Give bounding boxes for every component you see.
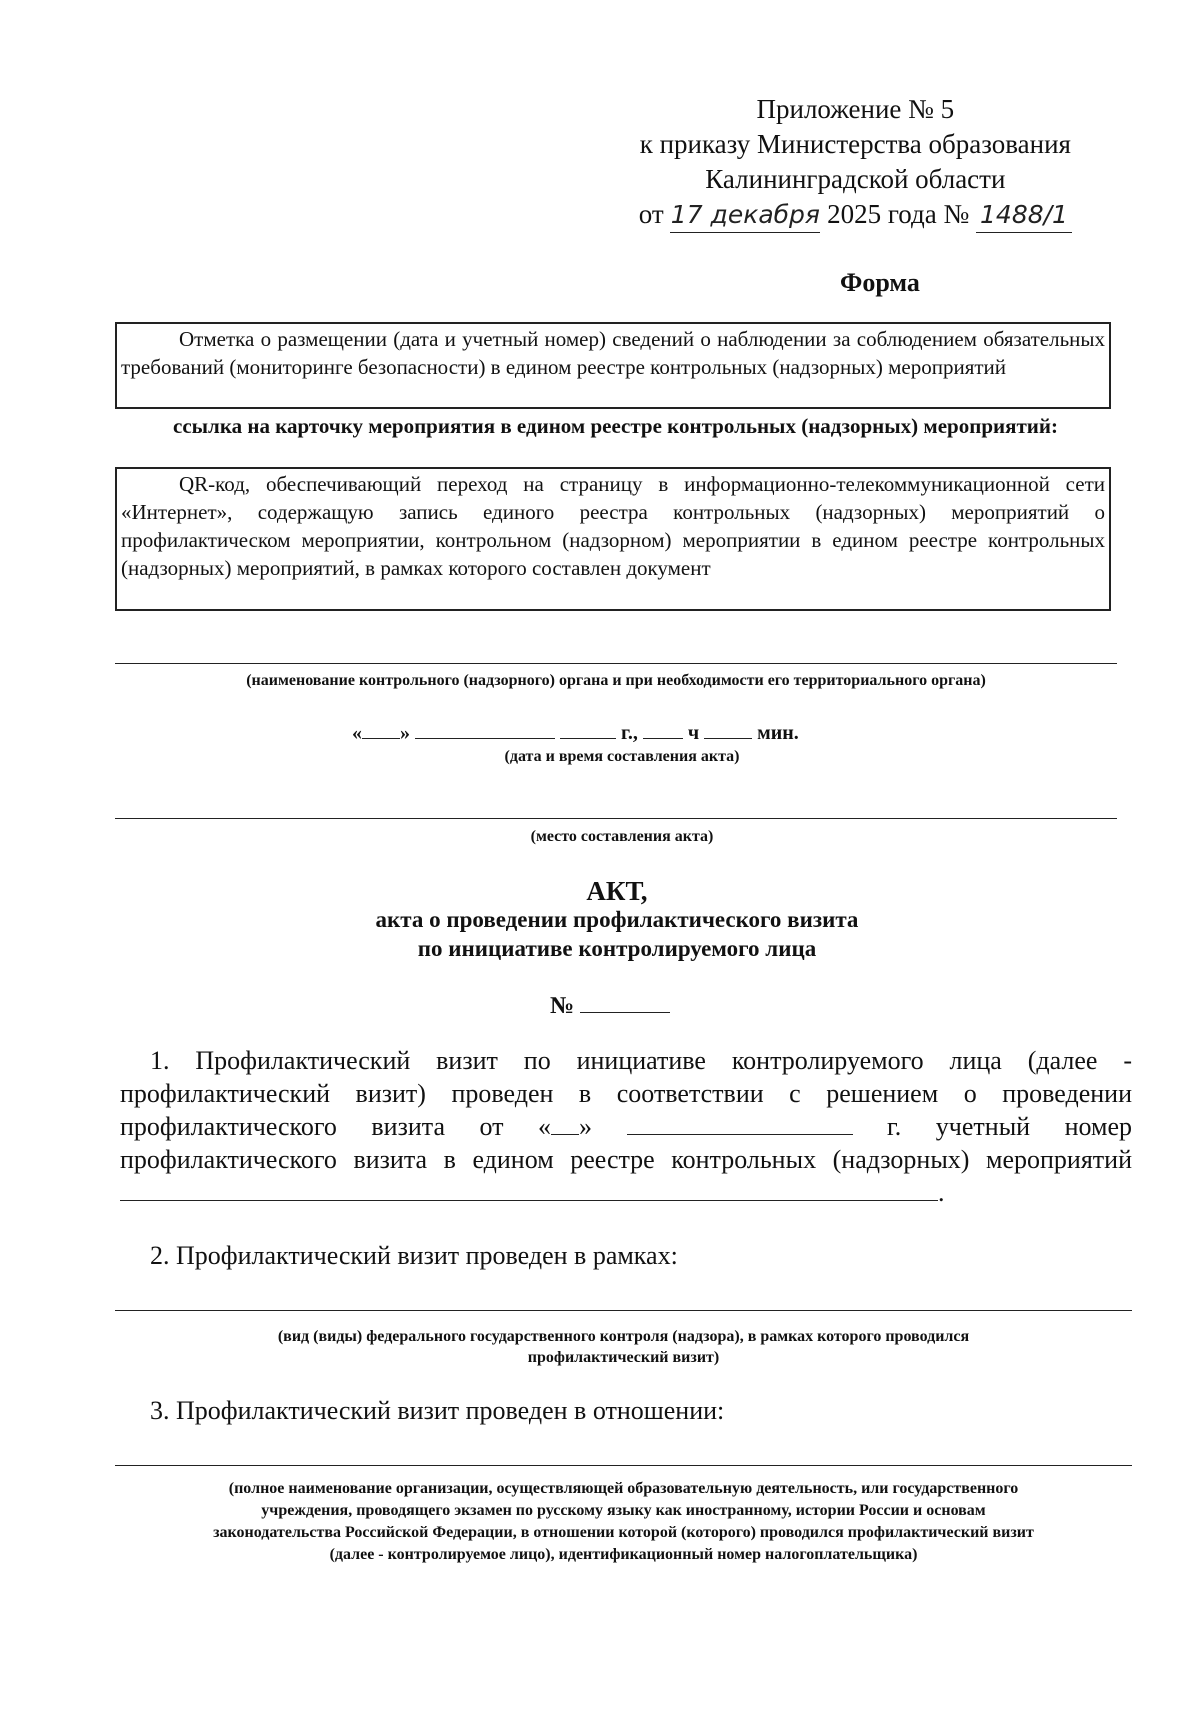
qr-code-box [115,467,1111,611]
day-field[interactable] [362,718,400,739]
act-number-field[interactable] [580,992,670,1013]
section-1: 1. Профилактический визит по инициативе контролируемого лица (далее - профилактический визит) проведен в соответствии с решением о проведении профилактического визита от « » г. учетный номер профилактического визита в едином реестре контрольных (надзорных) мероприятий . [120,1046,1132,1207]
section-2 [120,1239,1132,1272]
organization-line [115,1465,1132,1466]
handwritten-order-number: 1488/1 [976,197,1072,233]
control-type-line [115,1310,1132,1311]
datetime-caption: (дата и время составления акта) [504,748,740,765]
month-field[interactable] [415,718,555,739]
section-3 [120,1394,1132,1427]
place-caption: (место составления акта) [530,828,714,845]
place-line [115,818,1117,819]
date-year: 2025 года № [827,199,970,229]
decision-date-field[interactable] [627,1110,853,1135]
number-sign: № [550,993,575,1019]
section-2-text: 2. Профилактический визит проведен в рамках: [150,1241,678,1270]
control-type-caption: (вид (виды) федерального государственного контроля (надзора), в рамках которого проводился профилактический визит) [277,1328,970,1366]
authority-caption: (наименование контрольного (надзорного) органа и при необходимости его территориального органа) [246,672,986,689]
order-date-line [639,197,1072,233]
act-datetime-line: « » г., ч мин. [352,718,799,745]
organization-caption: (полное наименование организации, осуществляющей образовательную деятельность, или государственного учреждения, проводящего экзамен по русскому языку как иностранному, истории России и основам законодательства Российской Федерации, в отношении которой (которого) проводился профилактический визит (далее - контролируемое лицо), идентификационный номер налогоплательщика) [213,1480,1034,1563]
order-reference: к приказу Министерства образования [639,129,1071,159]
registry-mark-box [115,322,1111,409]
section-1-continuation: г. учетный номер профилактического визита в едином реестре контрольных (надзорных) мероприятий [120,1112,1132,1174]
act-title: АКТ, [586,876,648,906]
act-subtitle-line2: по инициативе контролируемого лица [417,936,817,961]
region-name: Калининградской области [705,164,1006,194]
section-1-text: 1. Профилактический визит по инициативе контролируемого лица (далее - профилактический визит) проведен в соответствии с решением о проведении профилактического визита от « [120,1046,1132,1141]
form-label: Форма [840,268,920,297]
appendix-number: Приложение № 5 [756,94,955,124]
registry-link-label: ссылка на карточку мероприятия в едином реестре контрольных (надзорных) мероприятий: [173,414,1058,438]
appendix-header [639,92,1072,233]
section-3-text: 3. Профилактический визит проведен в отношении: [150,1396,725,1425]
hour-field[interactable] [643,718,683,739]
minute-field[interactable] [704,718,752,739]
qr-code-text: QR-код, обеспечивающий переход на страницу в информационно-телекоммуникационной сети «Интернет», содержащую запись единого реестра контрольных (надзорных) мероприятий о профилактическом мероприятии, контрольном (надзорном) мероприятии в едином реестре контрольных (надзорных) мероприятий, в рамках которого составлен документ [121,472,1105,580]
date-prefix: от [638,199,664,229]
act-subtitle-line1: акта о проведении профилактического визита [375,907,859,932]
registry-number-field[interactable] [120,1176,938,1201]
year-field[interactable] [560,718,616,739]
decision-day-field[interactable] [551,1110,579,1135]
authority-line [115,663,1117,664]
handwritten-date: 17 декабря [670,197,820,233]
act-number-line [550,992,670,1020]
registry-mark-text: Отметка о размещении (дата и учетный номер) сведений о наблюдении за соблюдением обязательных требований (мониторинге безопасности) в едином реестре контрольных (надзорных) мероприятий [121,327,1105,379]
